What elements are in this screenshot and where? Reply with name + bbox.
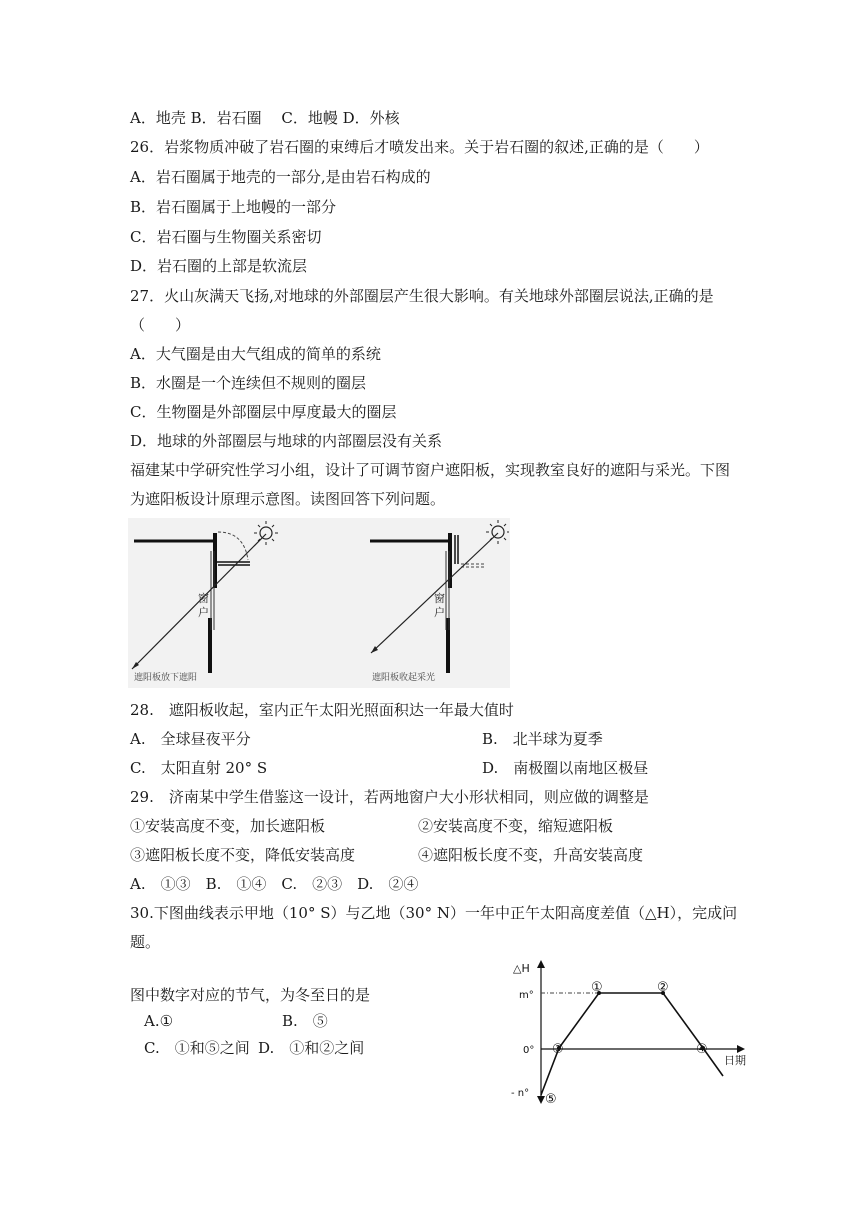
- q29-choice-1: ①安装高度不变，加长遮阳板: [130, 817, 326, 835]
- q26-option-a: A．岩石圈属于地壳的一部分,是由岩石构成的: [130, 168, 431, 186]
- point-5-label: ⑤: [545, 1092, 557, 1106]
- q29-stem: 29. 济南某中学生借鉴这一设计，若两地窗户大小形状相同，则应做的调整是: [130, 788, 649, 806]
- q27-option-c: C．生物圈是外部圈层中厚度最大的圈层: [130, 403, 397, 421]
- q25-options: A．地壳 B．岩石圈 C．地幔 D．外核: [130, 109, 400, 127]
- intro-line2: 为遮阳板设计原理示意图。读图回答下列问题。: [130, 490, 446, 508]
- q30-stem-line1: 30.下图曲线表示甲地（10° S）与乙地（30° N）一年中正午太阳高度差值（△H），完成问: [130, 904, 738, 922]
- zero-tick-label: 0°: [523, 1045, 535, 1056]
- x-axis-label: 日期: [724, 1054, 746, 1067]
- shading-board-figure: [128, 518, 510, 688]
- q29-options: A. ①③ B. ①④ C. ②③ D. ②④: [130, 875, 419, 893]
- q27-option-a: A．大气圈是由大气组成的简单的系统: [130, 345, 381, 363]
- q30-option-b: B. ⑤: [282, 1012, 328, 1030]
- point-2-label: ②: [657, 980, 669, 995]
- x-axis-arrow-icon: [737, 1045, 745, 1053]
- q26-stem: 26．岩浆物质冲破了岩石圈的束缚后才喷发出来。关于岩石圈的叙述,正确的是（ ）: [130, 138, 709, 156]
- q28-option-b: B. 北半球为夏季: [482, 730, 603, 748]
- intro-line1: 福建某中学研究性学习小组，设计了可调节窗户遮阳板，实现教室良好的遮阳与采光。下图: [130, 461, 731, 479]
- q26-option-b: B．岩石圈属于上地幔的一部分: [130, 198, 337, 216]
- left-window-label-1: 窗: [198, 592, 209, 605]
- q27-option-d: D．地球的外部圈层与地球的内部圈层没有关系: [130, 432, 443, 450]
- y-axis-bottom-arrow-icon: [537, 1096, 545, 1104]
- left-caption: 遮阳板放下遮阳: [134, 673, 198, 683]
- right-window-label-2: 户: [434, 606, 445, 619]
- q29-choice-2: ②安装高度不变，缩短遮阳板: [418, 817, 614, 835]
- q30-stem-line2: 题。: [130, 933, 161, 951]
- right-caption: 遮阳板收起采光: [372, 673, 436, 683]
- q27-option-b: B．水圈是一个连续但不规则的圈层: [130, 374, 367, 392]
- q27-stem-line2: （ ）: [130, 316, 191, 334]
- q30-option-d: D. ①和②之间: [258, 1039, 365, 1057]
- figure-background: [128, 518, 510, 688]
- m-tick-label: m°: [519, 990, 534, 1001]
- y-axis-label: △H: [513, 962, 530, 975]
- q28-option-a: A. 全球昼夜平分: [130, 730, 251, 748]
- q30-question: 图中数字对应的节气，为冬至日的是: [130, 986, 371, 1004]
- n-tick-label: - n°: [511, 1088, 530, 1099]
- q29-choice-4: ④遮阳板长度不变，升高安装高度: [418, 846, 644, 864]
- point-3-label: ③: [552, 1042, 564, 1057]
- left-window-label-2: 户: [198, 606, 209, 619]
- q26-option-c: C．岩石圈与生物圈关系密切: [130, 228, 322, 246]
- right-window-label-1: 窗: [434, 592, 445, 605]
- point-4-label: ④: [696, 1042, 708, 1057]
- q27-stem-line1: 27．火山灰满天飞扬,对地球的外部圈层产生很大影响。有关地球外部圈层说法,正确的是: [130, 287, 714, 305]
- q29-choice-3: ③遮阳板长度不变，降低安装高度: [130, 846, 356, 864]
- y-axis-arrow-icon: [537, 960, 545, 968]
- q28-stem: 28. 遮阳板收起，室内正午太阳光照面积达一年最大值时: [130, 701, 514, 719]
- q30-option-a: A.①: [144, 1012, 174, 1030]
- q30-option-c: C. ①和⑤之间: [144, 1039, 250, 1057]
- noon-altitude-difference-graph: [505, 958, 780, 1106]
- point-1-label: ①: [591, 980, 603, 995]
- q26-option-d: D．岩石圈的上部是软流层: [130, 257, 308, 275]
- q28-option-d: D. 南极圈以南地区极昼: [482, 759, 649, 777]
- q28-option-c: C. 太阳直射 20° S: [130, 759, 268, 777]
